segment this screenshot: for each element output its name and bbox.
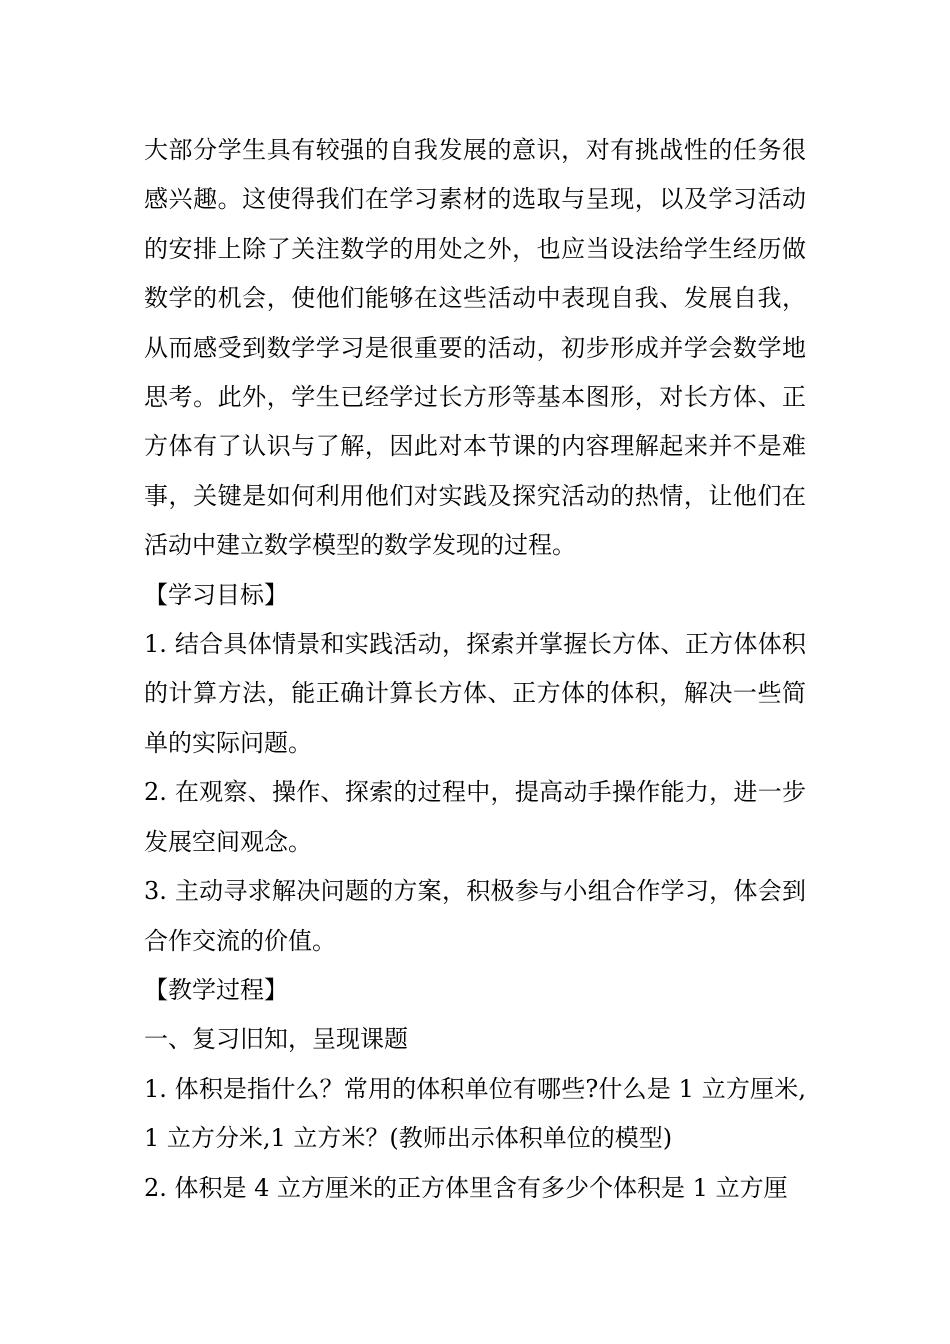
document-body [144,126,806,1213]
objective-item-2: 2. 在观察、操作、探索的过程中，提高动手操作能力，进一步发展空间观念。 [144,778,806,856]
section-one-heading: 一、复习旧知，呈现课题 [144,1025,408,1054]
process-heading: 【教学过程】 [144,975,288,1004]
intro-paragraph: 大部分学生具有较强的自我发展的意识，对有挑战性的任务很感兴趣。这使得我们在学习素材的选取与呈现，以及学习活动的安排上除了关注数学的用处之外，也应当设法给学生经历做数学的机会，使他们能够在这些活动中表现自我、发展自我，从而感受到数学学习是很重要的活动，初步形成并学会数学地思考。此外，学生已经学过长方形等基本图形，对长方体、正方体有了认识与了解，因此对本节课的内容理解起来并不是难事，关键是如何利用他们对实践及探究活动的热情，让他们在活动中建立数学模型的数学发现的过程。 [144,136,806,560]
review-question-1: 1. 体积是指什么？常用的体积单位有哪些?什么是 1 立方厘米,1 立方分米,1 立方米？(教师出示体积单位的模型) [144,1074,806,1153]
objectives-heading: 【学习目标】 [144,580,288,609]
objective-item-1: 1. 结合具体情景和实践活动，探索并掌握长方体、正方体体积的计算方法，能正确计算长方体、正方体的体积，解决一些简单的实际问题。 [144,630,806,757]
review-question-2: 2. 体积是 4 立方厘米的正方体里含有多少个体积是 1 立方厘 [144,1173,788,1202]
objective-item-3: 3. 主动寻求解决问题的方案，积极参与小组合作学习，体会到合作交流的价值。 [144,877,806,955]
